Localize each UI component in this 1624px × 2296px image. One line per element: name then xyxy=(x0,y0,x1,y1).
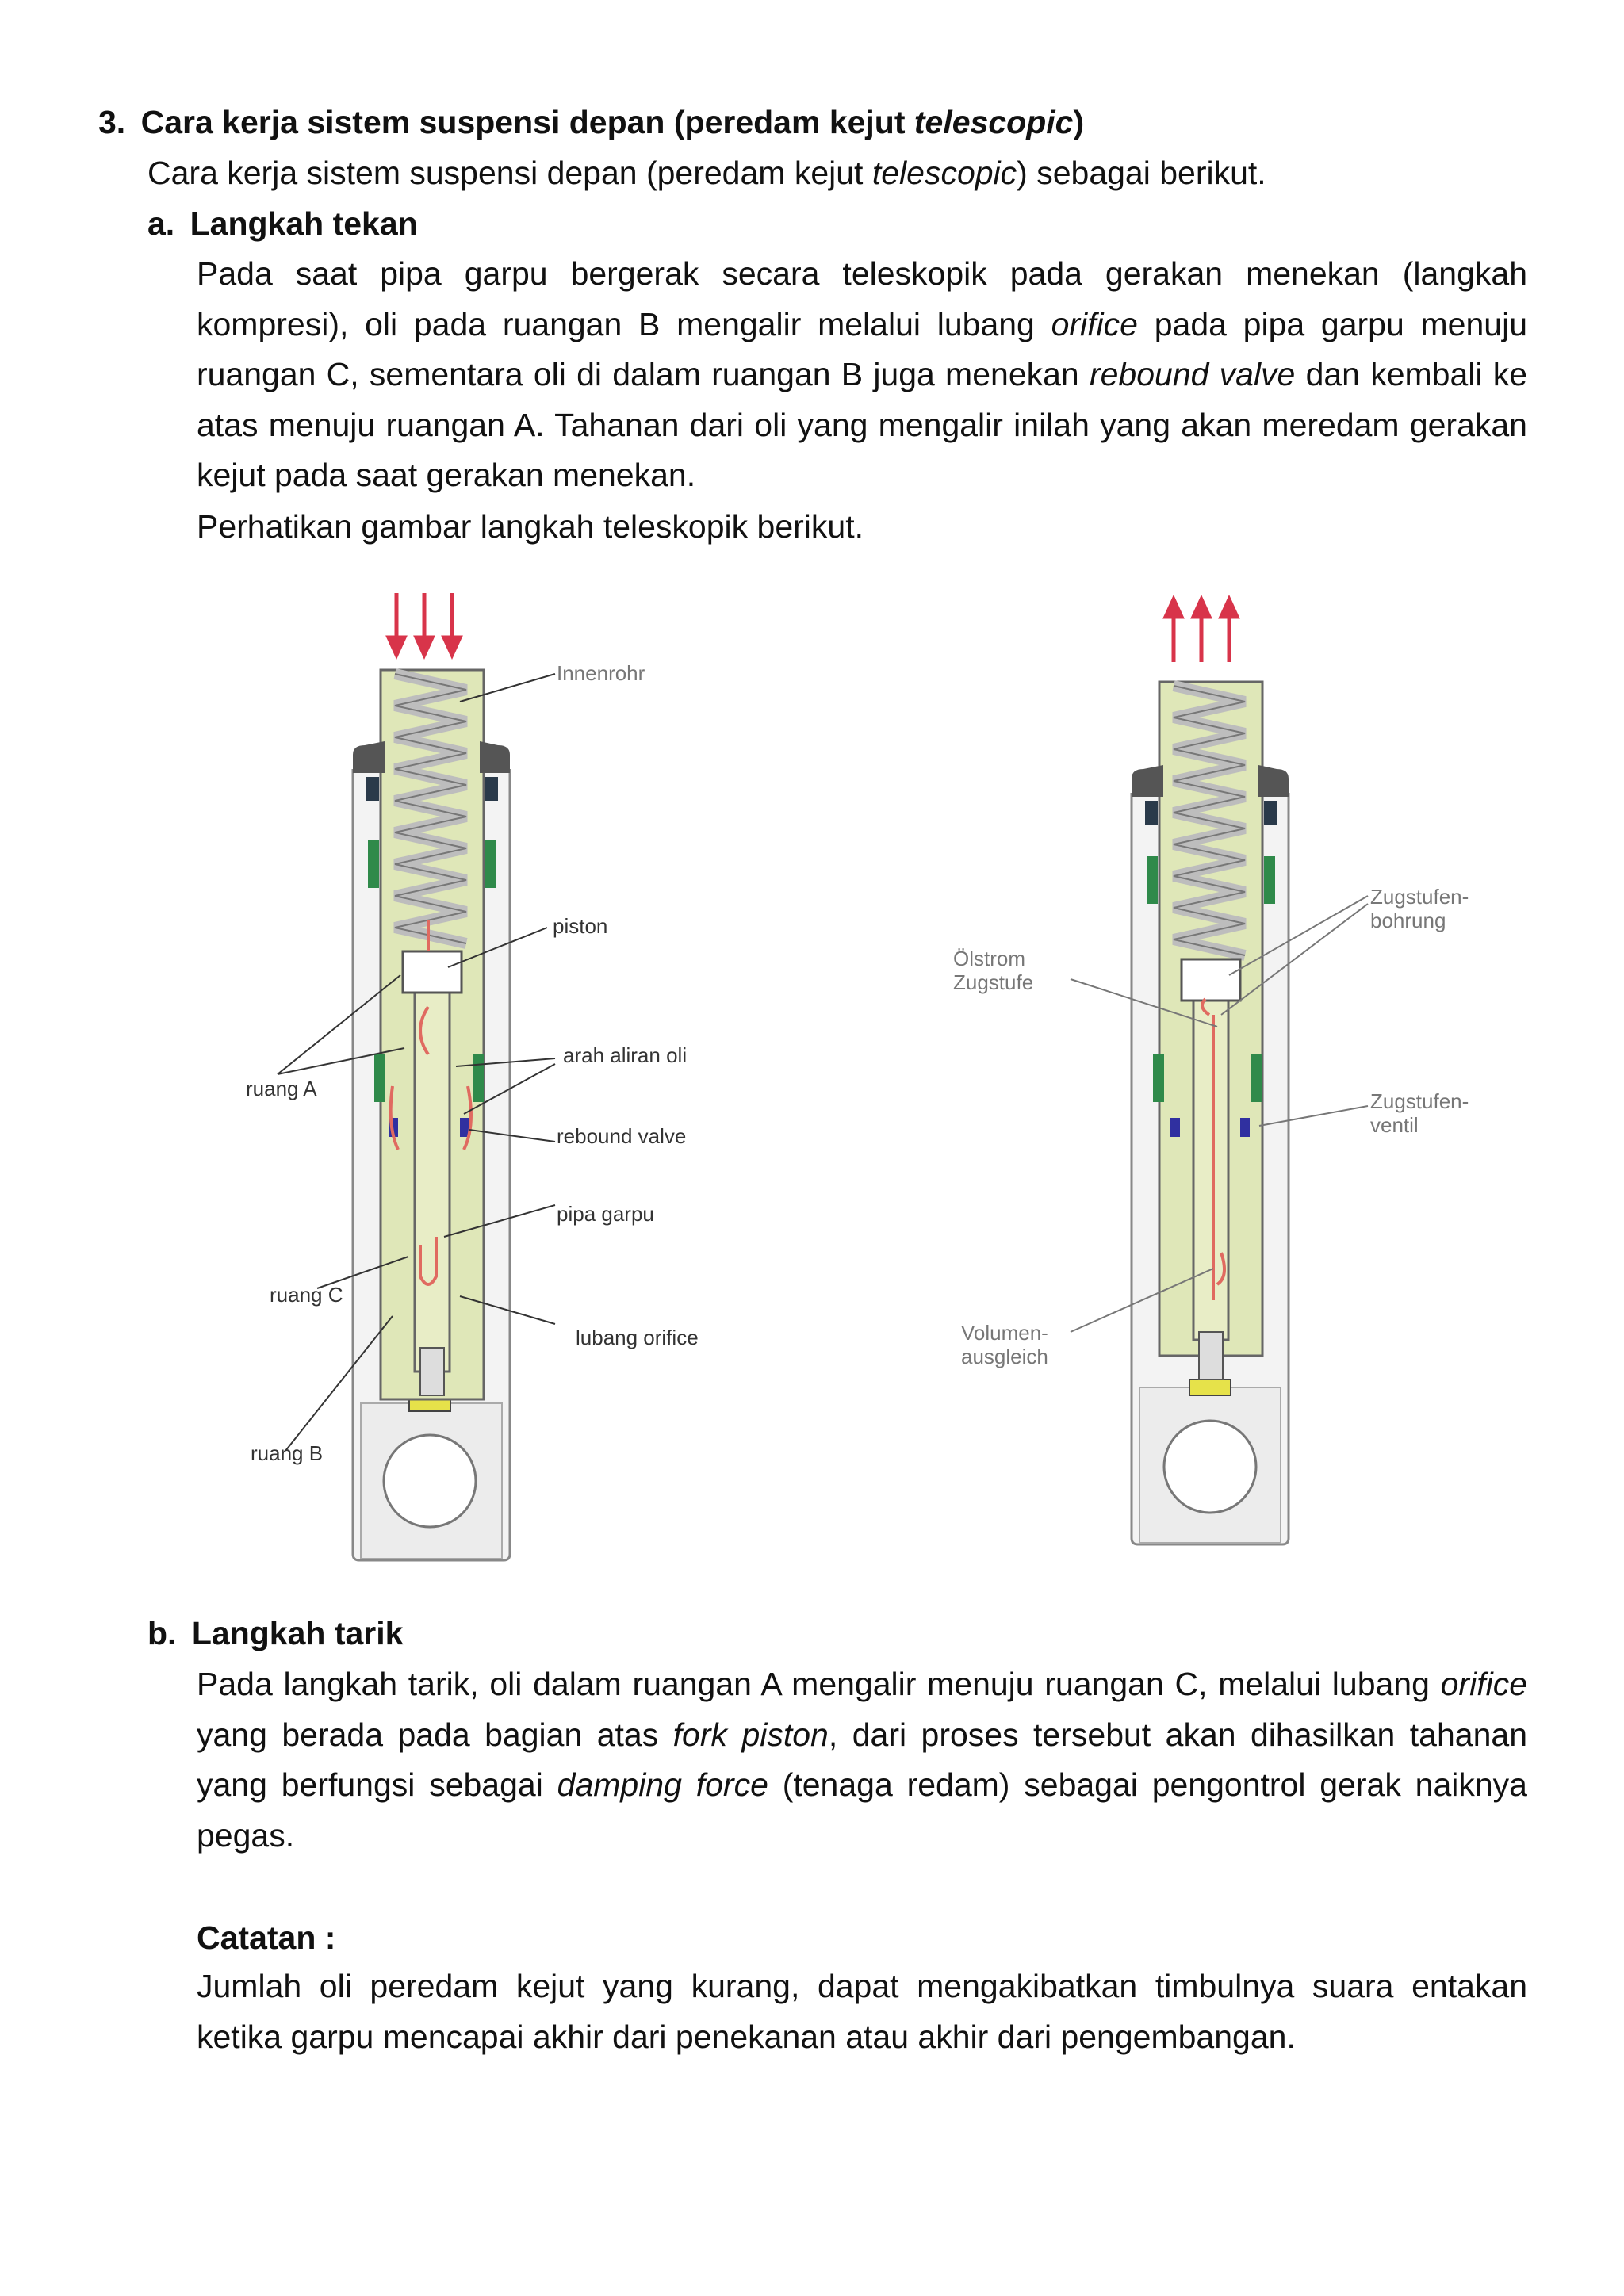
label-lubang-orifice: lubang orifice xyxy=(576,1326,699,1349)
note-title: Catatan : xyxy=(197,1919,336,1956)
section-number: 3. xyxy=(98,104,126,140)
subsection-a-paragraph xyxy=(197,249,1527,501)
label-ruang-c: ruang C xyxy=(270,1283,343,1307)
inner-tube xyxy=(381,670,484,1399)
b-italic-damping-force: damping force xyxy=(557,1766,768,1804)
section-heading xyxy=(98,106,1084,139)
label-piston: piston xyxy=(553,914,608,938)
b-text-4: (tenaga redam) sebagai pengontrol gerak naiknya pegas. xyxy=(197,1766,1527,1854)
arrows-down-icon xyxy=(389,593,460,655)
intro-text: Cara kerja sistem suspensi depan (peredam kejut xyxy=(147,155,872,191)
a-text-2: pada pipa garpu menuju ruangan C, sementara oli di dalam ruangan B juga menekan xyxy=(197,305,1527,393)
b-italic-orifice: orifice xyxy=(1440,1666,1527,1702)
subsection-a-heading xyxy=(147,205,418,242)
section-intro xyxy=(147,157,1266,189)
subsection-a-figure-intro: Perhatikan gambar langkah teleskopik berikut. xyxy=(197,508,864,545)
label-zugstufen-ventil-2: ventil xyxy=(1370,1113,1419,1137)
a-text-1: Pada saat pipa garpu bergerak secara teleskopik pada gerakan menekan (langkah kompresi), oli pada ruangan B mengalir melalui lubang xyxy=(197,255,1527,342)
a-italic-orifice: orifice xyxy=(1051,305,1138,342)
label-volumen-2: ausgleich xyxy=(961,1345,1048,1368)
figure-right-rebound xyxy=(904,587,1538,1554)
subsection-b-heading xyxy=(147,1617,403,1650)
section-title: Cara kerja sistem suspensi depan (peredam kejut xyxy=(140,104,914,140)
note-text: Jumlah oli peredam kejut yang kurang, dapat mengakibatkan timbulnya suara entakan ketika garpu mencapai akhir dari penekanan atau akhir dari pengembangan. xyxy=(197,1968,1527,2055)
inner-tube-right xyxy=(1159,682,1262,1380)
a-italic-rebound-valve: rebound valve xyxy=(1089,356,1296,393)
section-title-end: ) xyxy=(1073,104,1085,140)
label-volumen-1: Volumen- xyxy=(961,1321,1048,1345)
subsection-a-title: Langkah tekan xyxy=(190,205,418,242)
label-zugstufen-bohrung-1: Zugstufen- xyxy=(1370,885,1469,909)
subsection-b-letter: b. xyxy=(147,1615,177,1651)
label-olstrom-1: Ölstrom xyxy=(953,947,1025,970)
section-title-italic: telescopic xyxy=(914,104,1074,140)
label-olstrom-2: Zugstufe xyxy=(953,970,1034,994)
label-zugstufen-ventil-1: Zugstufen- xyxy=(1370,1089,1469,1113)
subsection-b-title: Langkah tarik xyxy=(191,1615,404,1651)
label-zugstufen-bohrung-2: bohrung xyxy=(1370,909,1446,932)
label-ruang-b: ruang B xyxy=(251,1441,324,1465)
intro-end: ) sebagai berikut. xyxy=(1017,155,1266,191)
intro-italic: telescopic xyxy=(871,155,1017,191)
label-ruang-a: ruang A xyxy=(246,1077,317,1100)
label-rebound-valve: rebound valve xyxy=(557,1124,687,1148)
label-innenrohr: Innenrohr xyxy=(557,661,645,685)
subsection-a-letter: a. xyxy=(147,205,175,242)
arrows-up-icon xyxy=(1166,599,1237,662)
subsection-b-paragraph xyxy=(197,1659,1527,1861)
b-italic-fork-piston: fork piston xyxy=(672,1716,829,1753)
a-text-3: dan kembali ke atas menuju ruangan A. Tahanan dari oli yang mengalir inilah yang akan meredam gerakan kejut pada saat gerakan menekan. xyxy=(197,356,1527,494)
label-arah-aliran-oli: arah aliran oli xyxy=(563,1043,688,1067)
figure-left-compression xyxy=(190,579,793,1562)
label-pipa-garpu: pipa garpu xyxy=(557,1202,654,1226)
b-text-2: yang berada pada bagian atas xyxy=(197,1716,673,1753)
fork-diagram-left xyxy=(190,579,793,1562)
fork-diagram-right xyxy=(904,587,1538,1554)
b-text-3: , dari proses tersebut akan dihasilkan tahanan yang berfungsi sebagai xyxy=(197,1716,1527,1804)
b-text-1: Pada langkah tarik, oli dalam ruangan A mengalir menuju ruangan C, melalui lubang xyxy=(197,1666,1441,1702)
